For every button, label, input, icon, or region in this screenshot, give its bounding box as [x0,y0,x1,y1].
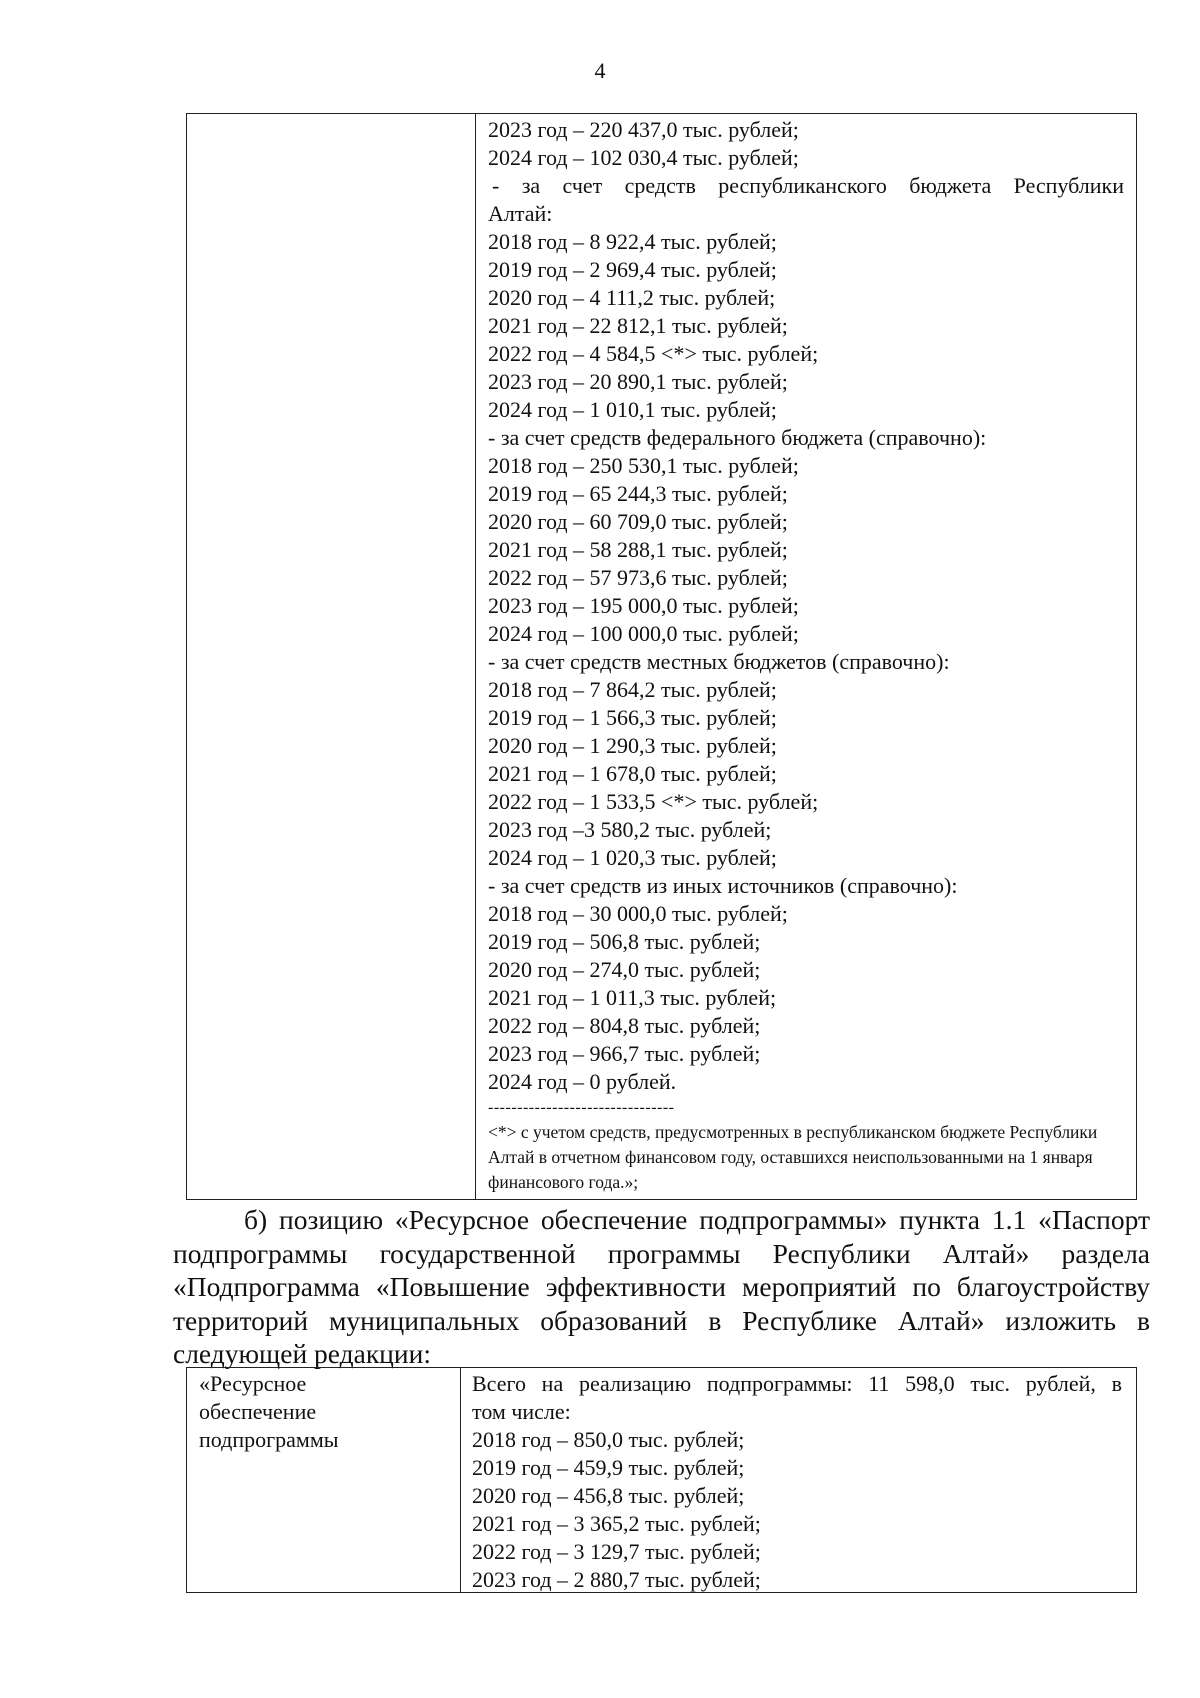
paragraph-line: подпрограммы государственной программы Республики Алтай» раздела [173,1237,1150,1269]
funding-line: 2018 год – 850,0 тыс. рублей; [472,1427,745,1452]
funding-line: 2024 год – 1 010,1 тыс. рублей; [488,397,777,422]
funding-line: 2019 год – 65 244,3 тыс. рублей; [488,481,788,506]
funding-line: 2022 год – 804,8 тыс. рублей; [488,1013,761,1038]
funding-line: 2019 год – 506,8 тыс. рублей; [488,929,761,954]
funding-source-heading: - за счет средств из иных источников (справочно): [488,873,958,898]
funding-source-heading: - за счет средств федерального бюджета (справочно): [488,425,987,450]
funding-line: 2019 год – 1 566,3 тыс. рублей; [488,705,777,730]
funding-line: 2020 год – 274,0 тыс. рублей; [488,957,761,982]
paragraph-line: территорий муниципальных образований в Республике Алтай» изложить в [173,1304,1150,1336]
position-name-line: подпрограммы [199,1427,339,1452]
total-funding-line: Всего на реализацию подпрограммы: 11 598,0 тыс. рублей, в [472,1371,1122,1396]
funding-line: 2023 год – 966,7 тыс. рублей; [488,1041,761,1066]
funding-details-cell [488,116,1124,1195]
funding-line: 2021 год – 1 678,0 тыс. рублей; [488,761,777,786]
position-name-line: «Ресурсное [199,1371,307,1396]
funding-line: 2018 год – 250 530,1 тыс. рублей; [488,453,799,478]
funding-line: 2022 год – 4 584,5 <*> тыс. рублей; [488,341,819,366]
funding-line: 2023 год – 195 000,0 тыс. рублей; [488,593,799,618]
funding-line: 2023 год – 220 437,0 тыс. рублей; [488,117,799,142]
funding-table-continued [186,113,1137,1200]
footnote-separator: -------------------------------- [488,1099,675,1116]
funding-line: 2022 год – 3 129,7 тыс. рублей; [472,1539,761,1564]
funding-line: 2020 год – 60 709,0 тыс. рублей; [488,509,788,534]
funding-line: 2022 год – 57 973,6 тыс. рублей; [488,565,788,590]
funding-line: 2023 год –3 580,2 тыс. рублей; [488,817,772,842]
funding-line: 2020 год – 456,8 тыс. рублей; [472,1483,745,1508]
funding-line: 2023 год – 2 880,7 тыс. рублей; [472,1567,761,1592]
funding-line: 2024 год – 100 000,0 тыс. рублей; [488,621,799,646]
funding-line: 2020 год – 1 290,3 тыс. рублей; [488,733,777,758]
funding-line: 2018 год – 7 864,2 тыс. рублей; [488,677,777,702]
funding-line: 2019 год – 2 969,4 тыс. рублей; [488,257,777,282]
paragraph-line: б) позицию «Ресурсное обеспечение подпрограммы» пункта 1.1 «Паспорт [244,1204,1150,1235]
funding-line: 2023 год – 20 890,1 тыс. рублей; [488,369,788,394]
column-divider [460,1368,461,1592]
paragraph-line: «Подпрограмма «Повышение эффективности мероприятий по благоустройству [173,1271,1150,1302]
column-divider [475,114,476,1199]
funding-line: 2024 год – 102 030,4 тыс. рублей; [488,145,799,170]
funding-line: 2021 год – 58 288,1 тыс. рублей; [488,537,788,562]
amendment-paragraph [173,1203,1150,1371]
funding-line: 2018 год – 30 000,0 тыс. рублей; [488,901,788,926]
position-name-cell [199,1370,454,1454]
funding-line: том числе: [472,1399,571,1424]
funding-source-heading: - за счет средств республиканского бюджета Республики [492,173,1124,198]
resource-provision-table [186,1367,1137,1593]
funding-line: 2021 год – 22 812,1 тыс. рублей; [488,313,788,338]
funding-line: 2021 год – 1 011,3 тыс. рублей; [488,985,777,1010]
footnote: <*> с учетом средств, предусмотренных в республиканском бюджете Республики Алтай в отчетном финансовом году, оставшихся неиспользованными на 1 января финансового года.»; [488,1122,1098,1192]
position-name-line: обеспечение [199,1399,317,1424]
funding-line: 2018 год – 8 922,4 тыс. рублей; [488,229,777,254]
funding-source-heading: - за счет средств местных бюджетов (справочно): [488,649,950,674]
funding-line: 2022 год – 1 533,5 <*> тыс. рублей; [488,789,819,814]
paragraph-line: следующей редакции: [173,1338,431,1369]
funding-line: 2020 год – 4 111,2 тыс. рублей; [488,285,776,310]
page-number: 4 [594,58,606,83]
resource-details-cell [472,1370,1122,1594]
funding-source-heading: Алтай: [488,201,553,226]
funding-line: 2024 год – 1 020,3 тыс. рублей; [488,845,777,870]
funding-line: 2024 год – 0 рублей. [488,1069,677,1094]
funding-line: 2021 год – 3 365,2 тыс. рублей; [472,1511,761,1536]
funding-line: 2019 год – 459,9 тыс. рублей; [472,1455,745,1480]
